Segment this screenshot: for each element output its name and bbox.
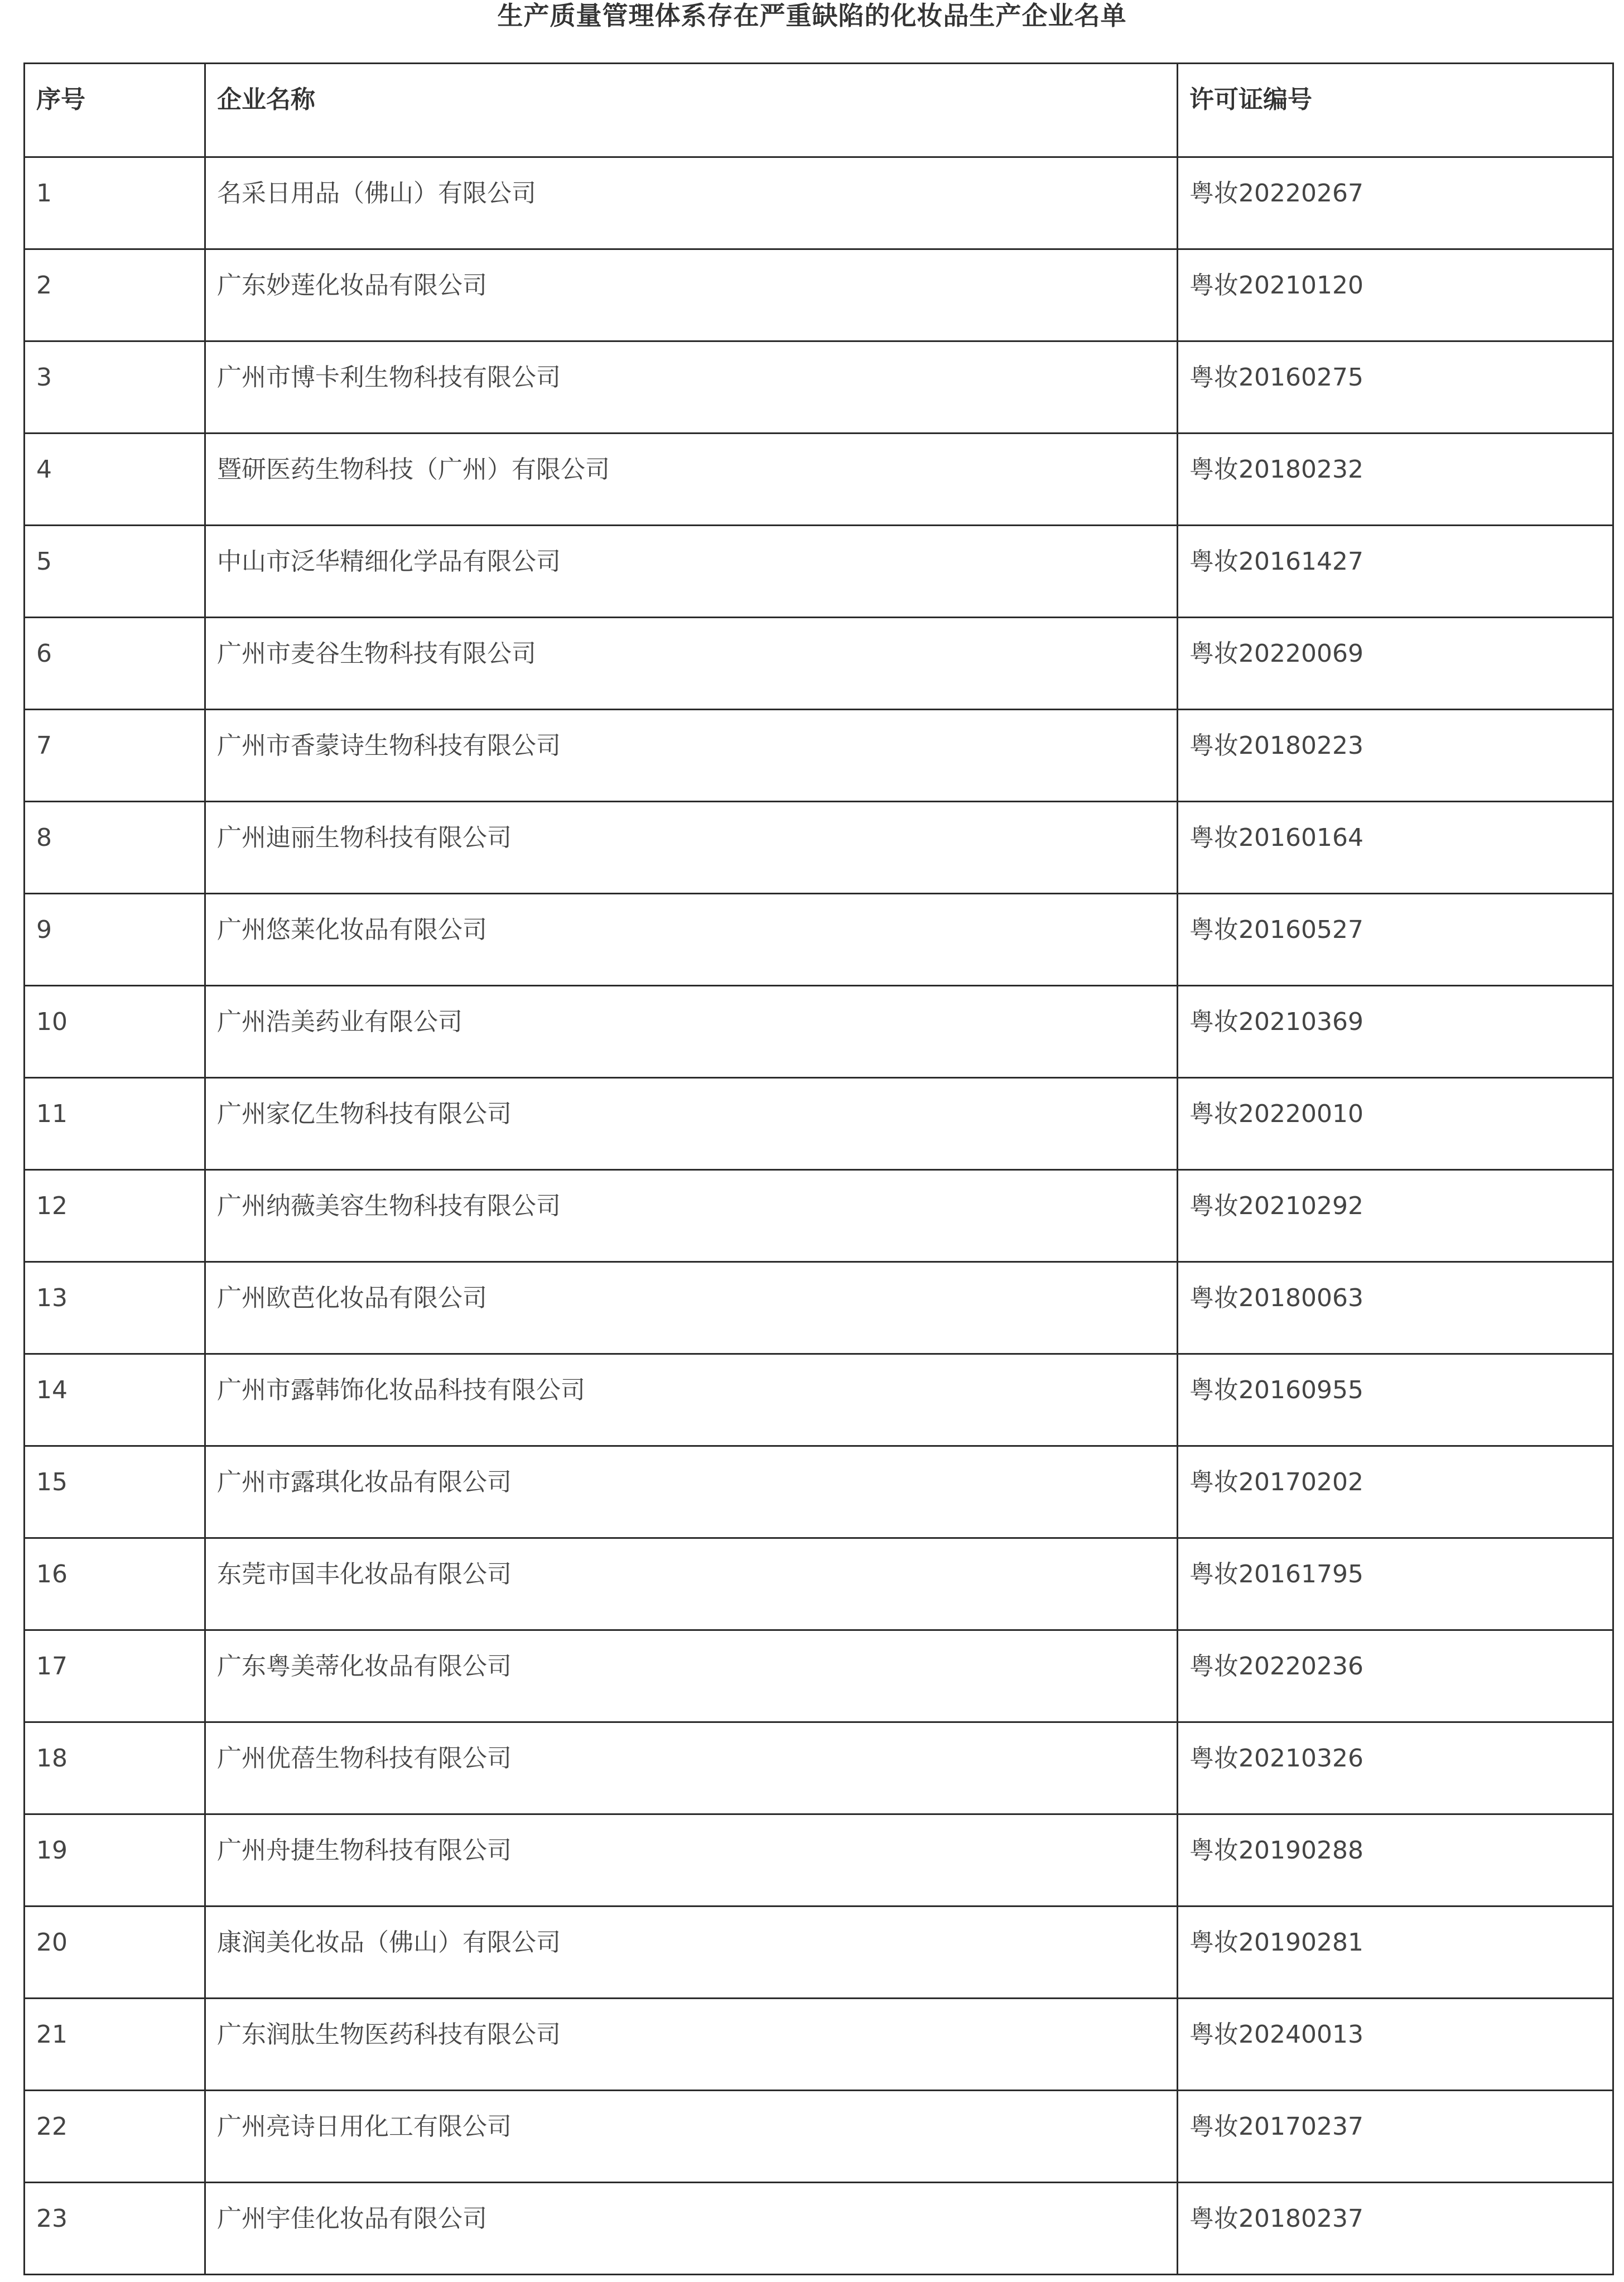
- cell-license-number: 粤妆20220069: [1178, 618, 1613, 710]
- cell-company-name: 广州迪丽生物科技有限公司: [205, 802, 1178, 894]
- cell-seq: 21: [25, 1999, 205, 2091]
- cell-seq: 11: [25, 1078, 205, 1170]
- cell-seq: 14: [25, 1354, 205, 1446]
- cell-license-number: 粤妆20220267: [1178, 157, 1613, 249]
- cell-company-name: 广州悠莱化妆品有限公司: [205, 894, 1178, 986]
- table-row: [25, 710, 1613, 802]
- cell-company-name: 广东妙莲化妆品有限公司: [205, 249, 1178, 341]
- cell-seq: 9: [25, 894, 205, 986]
- cell-seq: 19: [25, 1814, 205, 1907]
- page-title: 生产质量管理体系存在严重缺陷的化妆品生产企业名单: [497, 1, 1127, 31]
- table-row: [25, 1262, 1613, 1354]
- table-row: [25, 1814, 1613, 1907]
- table-row: [25, 249, 1613, 341]
- cell-company-name: 广东粤美蒂化妆品有限公司: [205, 1630, 1178, 1722]
- cell-license-number: 粤妆20161427: [1178, 526, 1613, 618]
- cell-company-name: 广州家亿生物科技有限公司: [205, 1078, 1178, 1170]
- cell-company-name: 广州纳薇美容生物科技有限公司: [205, 1170, 1178, 1262]
- cell-company-name: 广州市博卡利生物科技有限公司: [205, 341, 1178, 434]
- cell-license-number: 粤妆20160164: [1178, 802, 1613, 894]
- cell-seq: 15: [25, 1446, 205, 1538]
- table-row: [25, 1907, 1613, 1999]
- table-row: [25, 1170, 1613, 1262]
- cell-seq: 2: [25, 249, 205, 341]
- table-row: [25, 1538, 1613, 1630]
- cell-seq: 3: [25, 341, 205, 434]
- table-row: [25, 1354, 1613, 1446]
- cell-license-number: 粤妆20240013: [1178, 1999, 1613, 2091]
- cell-seq: 22: [25, 2091, 205, 2183]
- cell-license-number: 粤妆20170237: [1178, 2091, 1613, 2183]
- table-row: [25, 802, 1613, 894]
- cell-license-number: 粤妆20220010: [1178, 1078, 1613, 1170]
- cell-company-name: 广州亮诗日用化工有限公司: [205, 2091, 1178, 2183]
- cell-seq: 8: [25, 802, 205, 894]
- cell-company-name: 广州舟捷生物科技有限公司: [205, 1814, 1178, 1907]
- cell-license-number: 粤妆20190288: [1178, 1814, 1613, 1907]
- cell-company-name: 广州市麦谷生物科技有限公司: [205, 618, 1178, 710]
- cell-seq: 4: [25, 434, 205, 526]
- table-row: [25, 157, 1613, 249]
- cell-company-name: 广州市香蒙诗生物科技有限公司: [205, 710, 1178, 802]
- table-header-row: [25, 64, 1613, 157]
- cell-company-name: 广州浩美药业有限公司: [205, 986, 1178, 1078]
- cell-company-name: 东莞市国丰化妆品有限公司: [205, 1538, 1178, 1630]
- cell-company-name: 康润美化妆品（佛山）有限公司: [205, 1907, 1178, 1999]
- cell-seq: 1: [25, 157, 205, 249]
- table-row: [25, 986, 1613, 1078]
- cell-license-number: 粤妆20160527: [1178, 894, 1613, 986]
- cell-license-number: 粤妆20170202: [1178, 1446, 1613, 1538]
- cell-company-name: 广州宇佳化妆品有限公司: [205, 2183, 1178, 2275]
- table-row: [25, 1630, 1613, 1722]
- cell-company-name: 名采日用品（佛山）有限公司: [205, 157, 1178, 249]
- table-row: [25, 1999, 1613, 2091]
- table-row: [25, 434, 1613, 526]
- cell-company-name: 广东润肽生物医药科技有限公司: [205, 1999, 1178, 2091]
- table-row: [25, 341, 1613, 434]
- cell-company-name: 广州市露韩饰化妆品科技有限公司: [205, 1354, 1178, 1446]
- cell-seq: 10: [25, 986, 205, 1078]
- cell-seq: 13: [25, 1262, 205, 1354]
- cell-company-name: 广州市露琪化妆品有限公司: [205, 1446, 1178, 1538]
- cell-license-number: 粤妆20180237: [1178, 2183, 1613, 2275]
- cell-license-number: 粤妆20190281: [1178, 1907, 1613, 1999]
- table-row: [25, 1446, 1613, 1538]
- table-row: [25, 618, 1613, 710]
- table-body: [25, 157, 1613, 2275]
- cell-seq: 20: [25, 1907, 205, 1999]
- cell-company-name: 暨研医药生物科技（广州）有限公司: [205, 434, 1178, 526]
- cell-license-number: 粤妆20210326: [1178, 1722, 1613, 1814]
- cell-license-number: 粤妆20180232: [1178, 434, 1613, 526]
- cell-company-name: 广州优蓓生物科技有限公司: [205, 1722, 1178, 1814]
- cell-seq: 18: [25, 1722, 205, 1814]
- table-row: [25, 2183, 1613, 2275]
- table-row: [25, 1722, 1613, 1814]
- cell-seq: 12: [25, 1170, 205, 1262]
- cell-license-number: 粤妆20210292: [1178, 1170, 1613, 1262]
- cell-company-name: 广州欧芭化妆品有限公司: [205, 1262, 1178, 1354]
- cell-seq: 17: [25, 1630, 205, 1722]
- header-license-number: 许可证编号: [1178, 64, 1613, 157]
- table-row: [25, 2091, 1613, 2183]
- cell-license-number: 粤妆20180063: [1178, 1262, 1613, 1354]
- header-seq: 序号: [25, 64, 205, 157]
- cell-company-name: 中山市泛华精细化学品有限公司: [205, 526, 1178, 618]
- cell-license-number: 粤妆20220236: [1178, 1630, 1613, 1722]
- cell-license-number: 粤妆20160275: [1178, 341, 1613, 434]
- enterprise-table: [23, 62, 1614, 2275]
- table-row: [25, 526, 1613, 618]
- header-company-name: 企业名称: [205, 64, 1178, 157]
- cell-seq: 6: [25, 618, 205, 710]
- table-row: [25, 1078, 1613, 1170]
- cell-seq: 16: [25, 1538, 205, 1630]
- table-row: [25, 894, 1613, 986]
- cell-license-number: 粤妆20160955: [1178, 1354, 1613, 1446]
- cell-seq: 5: [25, 526, 205, 618]
- cell-license-number: 粤妆20180223: [1178, 710, 1613, 802]
- cell-license-number: 粤妆20210120: [1178, 249, 1613, 341]
- cell-seq: 7: [25, 710, 205, 802]
- cell-seq: 23: [25, 2183, 205, 2275]
- cell-license-number: 粤妆20161795: [1178, 1538, 1613, 1630]
- cell-license-number: 粤妆20210369: [1178, 986, 1613, 1078]
